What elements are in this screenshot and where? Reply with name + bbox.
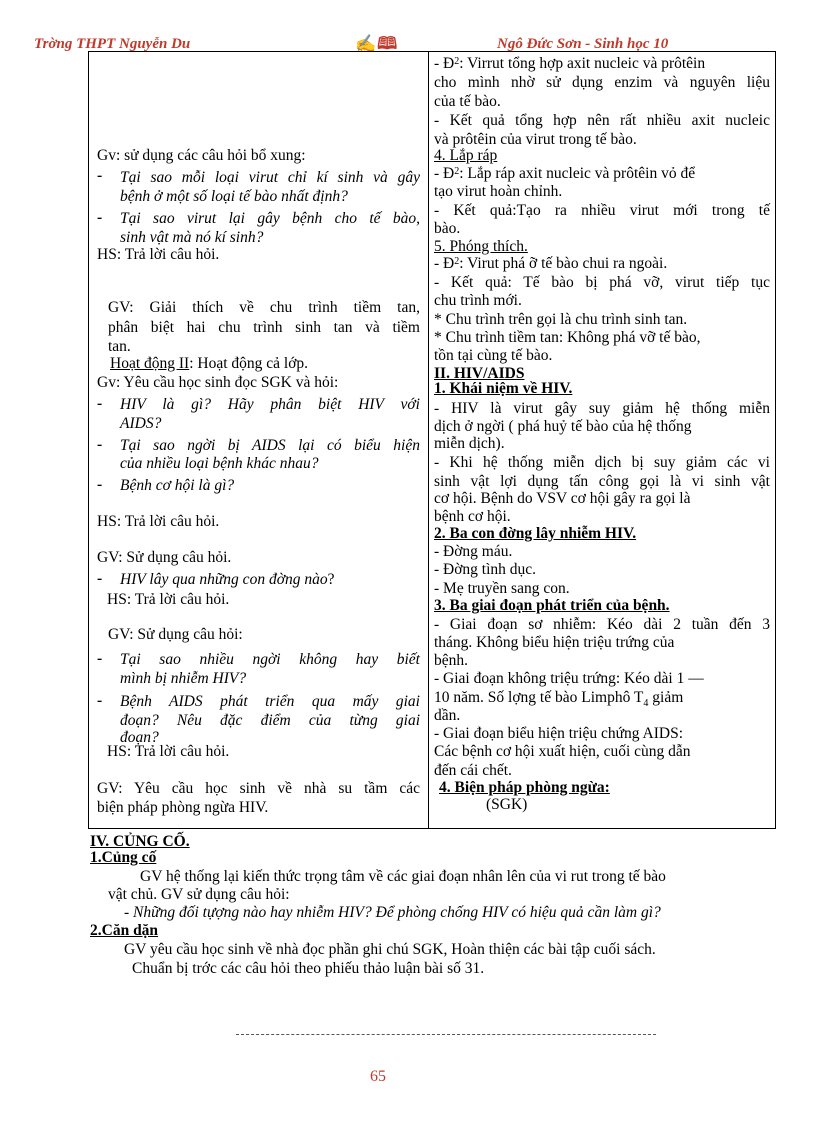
right-text: của tế bào. — [434, 93, 501, 110]
right-text: đến cái chết. — [434, 762, 512, 779]
right-text: - Giai đoạn biểu hiện triệu chứng AIDS: — [434, 725, 684, 742]
section-heading: II. HIV/AIDS — [434, 365, 525, 382]
right-text: - Kết quả tổng hợp nên rất nhiều axit nucleic — [434, 112, 770, 129]
question-text: Tại sao virut lại gây bệnh cho tế bào, — [120, 210, 420, 227]
section-heading: 1.Củng cố — [90, 849, 157, 866]
right-text: bệnh cơ hội. — [434, 508, 511, 525]
right-text: cho mình nhờ sử dụng enzim và nguyên liệu — [434, 74, 770, 91]
body-text: - Những đối tựợng nào hay nhiễm HIV? Để phòng chống HIV có hiệu quả cần làm gì? — [124, 904, 661, 921]
question-text: AIDS? — [120, 415, 162, 432]
right-text: - Đờng tình dục. — [434, 561, 537, 578]
right-text: tạo virut hoàn chỉnh. — [434, 183, 563, 200]
body-text: GV yêu cầu học sinh về nhà đọc phần ghi chú SGK, Hoàn thiện các bài tập cuối sách. — [124, 941, 656, 958]
section-heading: 4. Lắp ráp — [434, 147, 498, 164]
right-text: - HIV là virut gây suy giảm hệ thống miễn — [434, 400, 770, 417]
bullet-icon: - — [97, 436, 103, 453]
bullet-icon: - — [97, 395, 103, 412]
left-text: HS: Trả lời câu hỏi. — [107, 743, 230, 760]
question-text: đoạn? — [120, 729, 159, 746]
bullet-icon: - — [97, 650, 103, 667]
question-text: Tại sao ngời bị AIDS lại có biểu hiện — [120, 437, 420, 454]
right-text: - Kết quả: Tế bào bị phá vỡ, virut tiếp tục — [434, 274, 770, 291]
header-ornament-icon: ✍🕮 — [355, 34, 399, 53]
right-text: (SGK) — [486, 796, 528, 813]
left-text: GV: Giải thích về chu trình tiềm tan, — [108, 299, 420, 316]
bullet-icon: - — [97, 476, 103, 493]
right-text: tháng. Không biểu hiện triệu trứng của — [434, 634, 675, 651]
right-text: bệnh. — [434, 652, 469, 669]
section-heading: IV. CỦNG CỐ. — [90, 833, 190, 850]
right-text: dịch ở ngời ( phá huỷ tế bào của hệ thống — [434, 418, 692, 435]
page-number: 65 — [370, 1068, 386, 1085]
right-text: - Khi hệ thống miễn dịch bị suy giảm các vi — [434, 454, 770, 471]
lesson-table — [88, 51, 776, 829]
teacher-activity-column — [89, 52, 428, 828]
left-text: HS: Trả lời câu hỏi. — [97, 246, 220, 263]
right-text: - Giai đoạn sơ nhiễm: Kéo dài 2 tuần đến 3 — [434, 616, 770, 633]
right-text: - $Đ^2$: Lắp ráp axit nucleic và prôtêin vỏ để — [434, 165, 696, 182]
question-text: HIV là gì? Hãy phân biệt HIV với — [120, 396, 420, 413]
right-text: - $Đ^2$: Virrut tổng hợp axit nucleic và prôtêin — [434, 55, 706, 72]
question-text: sinh vật mà nó kí sinh? — [120, 229, 264, 246]
left-text: tan. — [108, 338, 131, 355]
header-author: Ngô Đức Sơn - Sinh học 10 — [497, 36, 669, 52]
right-text: bào. — [434, 220, 461, 237]
body-text: Chuẩn bị trớc các câu hỏi theo phiếu thảo luận bài số 31. — [132, 960, 485, 977]
question-text: Bệnh cơ hội là gì? — [120, 477, 235, 494]
right-text: * Chu trình tiềm tan: Không phá vỡ tế bào, — [434, 329, 701, 346]
section-heading: 4. Biện pháp phòng ngừa: — [439, 779, 610, 796]
question-text: Bệnh AIDS phát triển qua mấy giai — [120, 693, 420, 710]
right-text: - Đờng máu. — [434, 543, 513, 560]
section-heading: 2. Ba con đờng lây nhiễm HIV. — [434, 525, 637, 542]
left-text: GV: Yêu cầu học sinh về nhà su tầm các — [97, 780, 420, 797]
right-text: sinh vật lợi dụng tấn công gọi là vi sinh vật — [434, 473, 770, 490]
right-text: tồn tại cùng tế bào. — [434, 347, 553, 364]
body-text: GV hệ thống lại kiến thức trọng tâm về các giai đoạn nhân lên của vi rut trong tế bào — [140, 868, 666, 885]
right-text: * Chu trình trên gọi là chu trình sinh tan. — [434, 311, 688, 328]
right-text: - Giai đoạn không triệu trứng: Kéo dài 1 — — [434, 670, 704, 687]
header-school: Trờng THPT Nguyễn Du — [34, 36, 191, 52]
right-text: chu trình mới. — [434, 292, 522, 309]
left-text: biện pháp phòng ngừa HIV. — [97, 799, 269, 816]
question-text: của nhiều loại bệnh khác nhau? — [120, 455, 319, 472]
section-heading: 2.Căn dặn — [90, 922, 159, 939]
right-text: miễn dịch). — [434, 435, 505, 452]
right-text: dần. — [434, 707, 461, 724]
left-text: Gv: sử dụng các câu hỏi bổ xung: — [97, 147, 306, 164]
right-text: 10 năm. Số lợng tế bào Limphô $T_4$ giảm — [434, 689, 684, 709]
footer-divider — [236, 1034, 656, 1035]
right-text: Các bệnh cơ hội xuất hiện, cuối cùng dẫn — [434, 743, 691, 760]
bullet-icon: - — [97, 209, 103, 226]
right-text: và prôtêin của virut trong tế bào. — [434, 131, 637, 148]
question-text: mình bị nhiễm HIV? — [120, 670, 247, 687]
section-heading: 5. Phóng thích. — [434, 238, 528, 255]
left-text: Gv: Yêu cầu học sinh đọc SGK và hỏi: — [97, 374, 339, 391]
question-text: HIV lây qua những con đờng nào? — [120, 571, 335, 588]
bullet-icon: - — [97, 692, 103, 709]
bullet-icon: - — [97, 570, 103, 587]
activity-heading: Hoạt động II: Hoạt động cả lớp. — [110, 355, 309, 372]
left-text: GV: Sử dụng câu hỏi: — [108, 626, 243, 643]
right-text: cơ hội. Bệnh do VSV cơ hội gây ra gọi là — [434, 490, 691, 507]
content-column — [429, 52, 777, 828]
question-text: Tại sao mỗi loại virut chỉ kí sinh và gây — [120, 169, 420, 186]
question-text: Tại sao nhiều ngời không hay biết — [120, 651, 420, 668]
right-text: - Mẹ truyền sang con. — [434, 580, 570, 597]
right-text: - Kết quả:Tạo ra nhiều virut mới trong tế — [434, 202, 770, 219]
section-heading: 3. Ba giai đoạn phát triển của bệnh. — [434, 597, 670, 614]
left-text: HS: Trả lời câu hỏi. — [107, 591, 230, 608]
question-text: bệnh ở một số loại tế bào nhất định? — [120, 188, 348, 205]
body-text: vật chủ. GV sử dụng câu hỏi: — [108, 886, 290, 903]
section-heading: 1. Khái niệm về HIV. — [434, 380, 573, 397]
bullet-icon: - — [97, 167, 103, 184]
question-text: đoạn? Nêu đặc điểm của từng giai — [120, 712, 420, 729]
left-text: HS: Trả lời câu hỏi. — [97, 513, 220, 530]
right-text: - $Đ^2$: Virut phá ỡ tế bào chui ra ngoài. — [434, 255, 668, 272]
left-text: phân biệt hai chu trình sinh tan và tiềm — [108, 319, 420, 336]
left-text: GV: Sử dụng câu hỏi. — [97, 549, 232, 566]
